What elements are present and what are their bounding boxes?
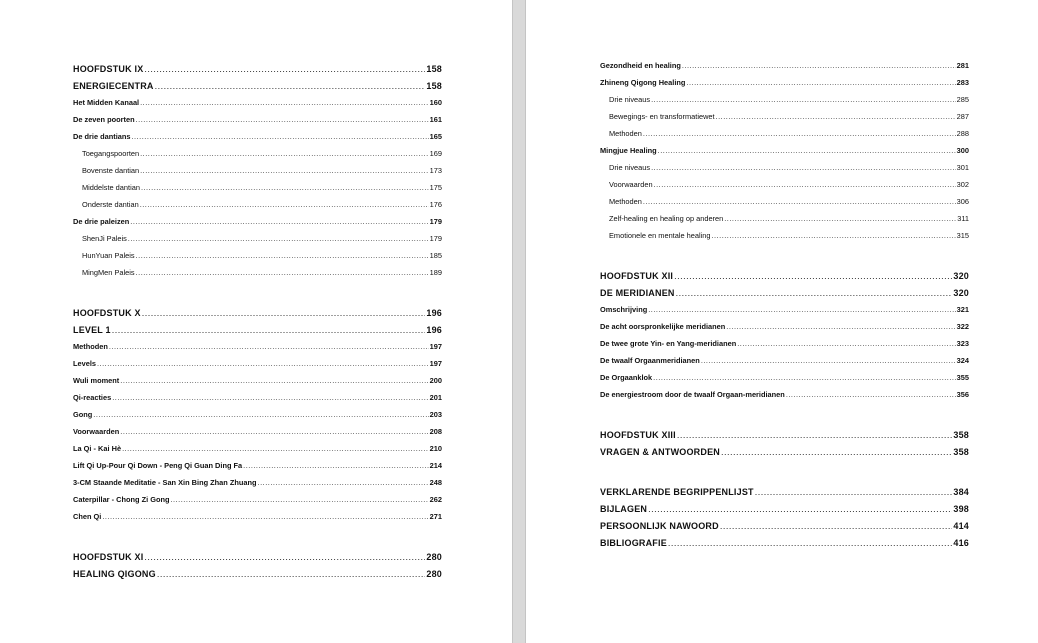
toc-entry-title: Qi-reacties xyxy=(73,393,112,402)
toc-entry[interactable] xyxy=(600,213,969,225)
toc-entry-title: Zhineng Qigong Healing xyxy=(600,78,686,87)
toc-entry[interactable] xyxy=(73,80,442,92)
toc-entry-title: Voorwaarden xyxy=(609,180,653,189)
toc-entry-page-number: 320 xyxy=(953,288,969,298)
toc-entry-page-number: 175 xyxy=(429,183,442,192)
dot-leader xyxy=(155,80,426,92)
toc-entry-page-number: 160 xyxy=(429,98,442,107)
toc-entry-title: Drie niveaus xyxy=(609,163,651,172)
right-page xyxy=(526,0,1038,643)
toc-entry[interactable] xyxy=(600,304,969,316)
toc-entry-page-number: 398 xyxy=(953,504,969,514)
toc-entry-title: Omschrijving xyxy=(600,305,648,314)
dot-leader xyxy=(711,230,955,242)
dot-leader xyxy=(97,358,429,370)
toc-entry-title: Methoden xyxy=(609,129,642,138)
toc-entry[interactable] xyxy=(600,60,969,72)
toc-entry-page-number: 306 xyxy=(956,197,969,206)
toc-entry-page-number: 324 xyxy=(956,356,969,365)
toc-entry[interactable] xyxy=(73,63,442,75)
toc-entry[interactable] xyxy=(600,145,969,157)
toc-entry[interactable] xyxy=(73,392,442,404)
dot-leader xyxy=(654,179,956,191)
dot-leader xyxy=(653,372,955,384)
dot-leader xyxy=(144,63,425,75)
dot-leader xyxy=(648,503,952,515)
dot-leader xyxy=(122,443,429,455)
dot-leader xyxy=(737,338,955,350)
toc-entry-title: Lift Qi Up-Pour Qi Down - Peng Qi Guan Ding Fa xyxy=(73,461,243,470)
toc-entry-page-number: 185 xyxy=(429,251,442,260)
toc-entry[interactable] xyxy=(73,114,442,126)
dot-leader xyxy=(136,114,429,126)
toc-entry-page-number: 285 xyxy=(956,95,969,104)
toc-entry-title: Chen Qi xyxy=(73,512,102,521)
toc-entry[interactable] xyxy=(600,128,969,140)
toc-entry[interactable] xyxy=(73,551,442,563)
toc-entry-page-number: 210 xyxy=(429,444,442,453)
dot-leader xyxy=(682,60,956,72)
toc-entry-page-number: 283 xyxy=(956,78,969,87)
toc-entry[interactable] xyxy=(73,216,442,228)
toc-entry[interactable] xyxy=(73,375,442,387)
dot-leader xyxy=(130,216,428,228)
toc-entry-page-number: 356 xyxy=(956,390,969,399)
dot-leader xyxy=(112,324,426,336)
toc-entry[interactable] xyxy=(73,460,442,472)
toc-entry[interactable] xyxy=(600,338,969,350)
dot-leader xyxy=(643,196,956,208)
toc-entry[interactable] xyxy=(73,148,442,160)
toc-entry-page-number: 384 xyxy=(953,487,969,497)
toc-entry-page-number: 287 xyxy=(956,112,969,121)
toc-entry-title: LEVEL 1 xyxy=(73,325,111,335)
toc-entry[interactable] xyxy=(73,426,442,438)
dot-leader xyxy=(140,148,429,160)
dot-leader xyxy=(144,551,425,563)
toc-entry[interactable] xyxy=(600,429,969,441)
toc-entry-title: Levels xyxy=(73,359,97,368)
toc-entry[interactable] xyxy=(73,341,442,353)
toc-entry-title: HOOFDSTUK XI xyxy=(73,552,144,562)
toc-entry-title: Gong xyxy=(73,410,93,419)
toc-entry-page-number: 208 xyxy=(429,427,442,436)
toc-entry-page-number: 169 xyxy=(429,149,442,158)
toc-entry-page-number: 355 xyxy=(956,373,969,382)
toc-entry-page-number: 315 xyxy=(956,231,969,240)
toc-entry[interactable] xyxy=(73,131,442,143)
toc-entry-title: HEALING QIGONG xyxy=(73,569,156,579)
toc-entry-title: Bovenste dantian xyxy=(82,166,140,175)
dot-leader xyxy=(643,128,956,140)
toc-entry[interactable] xyxy=(600,355,969,367)
toc-entry[interactable] xyxy=(600,372,969,384)
toc-entry-title: VRAGEN & ANTWOORDEN xyxy=(600,447,720,457)
dot-leader xyxy=(142,307,426,319)
dot-leader xyxy=(720,520,953,532)
toc-entry[interactable] xyxy=(73,250,442,262)
toc-entry-title: De drie paleizen xyxy=(73,217,130,226)
dot-leader xyxy=(701,355,956,367)
toc-entry-title: Voorwaarden xyxy=(73,427,120,436)
toc-entry-page-number: 200 xyxy=(429,376,442,385)
toc-entry-title: ShenJi Paleis xyxy=(82,234,127,243)
toc-entry-page-number: 173 xyxy=(429,166,442,175)
toc-entry-page-number: 322 xyxy=(956,322,969,331)
toc-entry-title: HOOFDSTUK IX xyxy=(73,64,144,74)
toc-entry-title: De zeven poorten xyxy=(73,115,135,124)
toc-entry[interactable] xyxy=(600,162,969,174)
dot-leader xyxy=(674,270,952,282)
toc-entry-title: Mingjue Healing xyxy=(600,146,657,155)
toc-entry[interactable] xyxy=(600,179,969,191)
toc-entry-page-number: 288 xyxy=(956,129,969,138)
dot-leader xyxy=(658,145,956,157)
toc-entry[interactable] xyxy=(73,307,442,319)
toc-entry-page-number: 358 xyxy=(953,430,969,440)
dot-leader xyxy=(157,568,426,580)
toc-entry[interactable] xyxy=(600,230,969,242)
toc-entry[interactable] xyxy=(600,287,969,299)
toc-entry-page-number: 321 xyxy=(956,305,969,314)
toc-entry[interactable] xyxy=(73,267,442,279)
toc-entry-page-number: 196 xyxy=(426,308,442,318)
toc-entry-page-number: 161 xyxy=(429,115,442,124)
toc-entry-title: BIBLIOGRAFIE xyxy=(600,538,667,548)
toc-entry-title: De drie dantians xyxy=(73,132,131,141)
toc-entry-page-number: 158 xyxy=(426,64,442,74)
dot-leader xyxy=(171,494,429,506)
toc-entry[interactable] xyxy=(73,477,442,489)
toc-entry[interactable] xyxy=(73,97,442,109)
dot-leader xyxy=(648,304,955,316)
toc-entry-title: DE MERIDIANEN xyxy=(600,288,675,298)
toc-entry-page-number: 201 xyxy=(429,393,442,402)
toc-entry-title: Caterpillar - Chong Zi Gong xyxy=(73,495,170,504)
toc-entry-page-number: 248 xyxy=(429,478,442,487)
dot-leader xyxy=(726,321,955,333)
dot-leader xyxy=(668,537,952,549)
toc-entry-title: Drie niveaus xyxy=(609,95,651,104)
toc-entry-page-number: 301 xyxy=(956,163,969,172)
page-gutter xyxy=(512,0,526,643)
toc-entry-title: Toegangspoorten xyxy=(82,149,140,158)
dot-leader xyxy=(786,389,956,401)
dot-leader xyxy=(140,199,429,211)
toc-entry[interactable] xyxy=(73,494,442,506)
dot-leader xyxy=(120,426,428,438)
toc-entry-title: De acht oorspronkelijke meridianen xyxy=(600,322,726,331)
toc-entry-title: Gezondheid en healing xyxy=(600,61,681,70)
toc-entry-title: HOOFDSTUK XII xyxy=(600,271,674,281)
toc-entry-page-number: 414 xyxy=(953,521,969,531)
toc-entry-title: De Orgaanklok xyxy=(600,373,653,382)
dot-leader xyxy=(258,477,429,489)
toc-entry-title: Methoden xyxy=(609,197,642,206)
toc-entry-page-number: 300 xyxy=(956,146,969,155)
toc-entry-title: BIJLAGEN xyxy=(600,504,648,514)
toc-entry-title: HOOFDSTUK X xyxy=(73,308,141,318)
dot-leader xyxy=(724,213,956,225)
toc-entry-title: HOOFDSTUK XIII xyxy=(600,430,676,440)
toc-entry-title: PERSOONLIJK NAWOORD xyxy=(600,521,719,531)
dot-leader xyxy=(677,429,953,441)
dot-leader xyxy=(721,446,952,458)
toc-entry-title: Wuli moment xyxy=(73,376,120,385)
dot-leader xyxy=(132,131,429,143)
toc-entry-title: 3-CM Staande Meditatie - San Xin Bing Zhan Zhuang xyxy=(73,478,257,487)
dot-leader xyxy=(140,165,429,177)
toc-entry-title: Het Midden Kanaal xyxy=(73,98,140,107)
toc-entry-page-number: 280 xyxy=(426,569,442,579)
toc-entry[interactable] xyxy=(600,111,969,123)
toc-entry[interactable] xyxy=(600,94,969,106)
toc-entry-title: Methoden xyxy=(73,342,108,351)
dot-leader xyxy=(140,97,429,109)
dot-leader xyxy=(686,77,955,89)
toc-entry-title: La Qi - Kai Hè xyxy=(73,444,122,453)
dot-leader xyxy=(651,94,956,106)
toc-entry[interactable] xyxy=(73,182,442,194)
toc-entry-page-number: 280 xyxy=(426,552,442,562)
toc-entry-title: VERKLARENDE BEGRIPPENLIJST xyxy=(600,487,754,497)
toc-entry-title: HunYuan Paleis xyxy=(82,251,135,260)
dot-leader xyxy=(128,233,429,245)
dot-leader xyxy=(716,111,956,123)
toc-entry-title: Onderste dantian xyxy=(82,200,139,209)
toc-entry-page-number: 179 xyxy=(429,217,442,226)
toc-entry-page-number: 416 xyxy=(953,538,969,548)
toc-entry[interactable] xyxy=(600,486,969,498)
dot-leader xyxy=(120,375,428,387)
toc-entry-page-number: 179 xyxy=(429,234,442,243)
toc-entry[interactable] xyxy=(600,537,969,549)
toc-entry-title: Bewegings- en transformatiewet xyxy=(609,112,715,121)
dot-leader xyxy=(109,341,429,353)
toc-entry-title: MingMen Paleis xyxy=(82,268,135,277)
toc-entry[interactable] xyxy=(73,358,442,370)
toc-entry[interactable] xyxy=(73,324,442,336)
toc-entry-page-number: 196 xyxy=(426,325,442,335)
toc-entry-page-number: 323 xyxy=(956,339,969,348)
toc-entry-page-number: 271 xyxy=(429,512,442,521)
toc-entry-page-number: 165 xyxy=(429,132,442,141)
toc-entry[interactable] xyxy=(73,409,442,421)
toc-entry[interactable] xyxy=(73,199,442,211)
dot-leader xyxy=(755,486,953,498)
toc-entry-page-number: 302 xyxy=(956,180,969,189)
toc-entry-page-number: 214 xyxy=(429,461,442,470)
toc-entry-title: De energiestroom door de twaalf Orgaan-meridianen xyxy=(600,390,785,399)
toc-entry-title: Zelf-healing en healing op anderen xyxy=(609,214,724,223)
toc-entry[interactable] xyxy=(600,503,969,515)
dot-leader xyxy=(676,287,953,299)
toc-entry[interactable] xyxy=(73,511,442,523)
dot-leader xyxy=(93,409,428,421)
dot-leader xyxy=(243,460,429,472)
toc-entry[interactable] xyxy=(73,233,442,245)
toc-entry[interactable] xyxy=(73,443,442,455)
toc-entry-page-number: 176 xyxy=(429,200,442,209)
toc-entry-title: Middelste dantian xyxy=(82,183,140,192)
toc-entry[interactable] xyxy=(600,77,969,89)
toc-entry[interactable] xyxy=(600,520,969,532)
toc-entry-page-number: 189 xyxy=(429,268,442,277)
toc-entry-page-number: 358 xyxy=(953,447,969,457)
toc-entry-page-number: 320 xyxy=(953,271,969,281)
toc-entry-page-number: 197 xyxy=(429,359,442,368)
toc-entry[interactable] xyxy=(600,270,969,282)
dot-leader xyxy=(112,392,428,404)
toc-entry-title: Emotionele en mentale healing xyxy=(609,231,711,240)
toc-entry-page-number: 197 xyxy=(429,342,442,351)
toc-entry[interactable] xyxy=(600,446,969,458)
dot-leader xyxy=(102,511,428,523)
toc-entry-page-number: 158 xyxy=(426,81,442,91)
toc-entry-page-number: 311 xyxy=(957,214,969,223)
toc-entry[interactable] xyxy=(73,165,442,177)
toc-entry-page-number: 281 xyxy=(956,61,969,70)
toc-entry[interactable] xyxy=(600,321,969,333)
toc-entry-page-number: 203 xyxy=(429,410,442,419)
toc-entry-title: ENERGIECENTRA xyxy=(73,81,154,91)
toc-entry[interactable] xyxy=(600,196,969,208)
toc-entry-page-number: 262 xyxy=(429,495,442,504)
dot-leader xyxy=(136,267,429,279)
toc-entry[interactable] xyxy=(600,389,969,401)
dot-leader xyxy=(141,182,429,194)
dot-leader xyxy=(651,162,956,174)
toc-entry-title: De twee grote Yin- en Yang-meridianen xyxy=(600,339,737,348)
toc-entry[interactable] xyxy=(73,568,442,580)
toc-entry-title: De twaalf Orgaanmeridianen xyxy=(600,356,700,365)
dot-leader xyxy=(136,250,429,262)
left-page xyxy=(0,0,512,643)
